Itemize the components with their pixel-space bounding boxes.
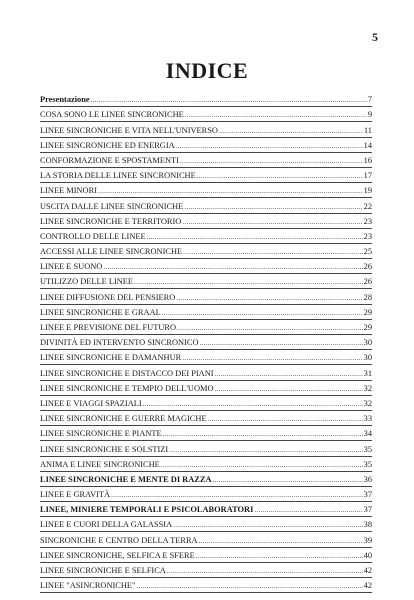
- toc-entry: [40, 349, 372, 364]
- dot-leader: [103, 262, 362, 272]
- toc-entry: [40, 288, 372, 303]
- toc-entry-title: UTILIZZO DELLE LINEE: [40, 277, 134, 287]
- toc-entry-title: CONFORMAZIONE E SPOSTAMENTI: [40, 155, 179, 165]
- toc-entry-page: 34: [363, 429, 372, 439]
- dot-leader: [219, 126, 363, 136]
- toc-entry-page: 19: [363, 186, 372, 196]
- toc-entry-title: LINEE SINCRONICHE E TERRITORIO: [40, 216, 182, 226]
- toc-entry-page: 38: [363, 520, 372, 530]
- dot-leader: [163, 429, 363, 439]
- toc-entry: [40, 516, 372, 531]
- toc-entry-page: 36: [363, 474, 372, 484]
- toc-entry-title: LINEE SINCRONICHE E GRAAL: [40, 307, 161, 317]
- toc-entry-title: LINEE SINCRONICHE ED ENERGIA: [40, 140, 175, 150]
- toc-entry-page: 22: [363, 201, 372, 211]
- toc-entry-title: LINEE DIFFUSIONE DEL PENSIERO: [40, 292, 176, 302]
- toc-entry: [40, 152, 372, 167]
- toc-entry: [40, 364, 372, 379]
- toc-entry-title: Presentazione: [40, 95, 90, 105]
- toc-entry: [40, 577, 372, 592]
- dot-leader: [182, 353, 362, 363]
- toc-entry-page: 35: [363, 444, 372, 454]
- toc-entry-page: 42: [363, 581, 372, 591]
- dot-leader: [176, 141, 363, 151]
- toc-entry-title: DIVINITÀ ED INTERVENTO SINCRONICO: [40, 338, 199, 348]
- dot-leader: [162, 308, 363, 318]
- toc-entry-page: 25: [363, 247, 372, 257]
- toc-entry: [40, 319, 372, 334]
- toc-entry-title: LINEE SINCRONICHE, SELFICA E SFERE: [40, 550, 195, 560]
- dot-leader: [169, 445, 362, 455]
- toc-entry: [40, 167, 372, 182]
- toc-entry-title: LINEE E CUORI DELLA GALASSIA: [40, 520, 173, 530]
- toc-entry-page: 26: [363, 277, 372, 287]
- dot-leader: [167, 566, 363, 576]
- dot-leader: [176, 293, 362, 303]
- toc-entry-title: LINEE E VIAGGI SPAZIALI: [40, 398, 142, 408]
- toc-entry-title: ANIMA E LINEE SINCRONICHE: [40, 459, 160, 469]
- dot-leader: [213, 475, 363, 485]
- toc-entry-title: LINEE SINCRONICHE E SOLSTIZI: [40, 444, 169, 454]
- toc-entry: [40, 106, 372, 121]
- toc-entry-page: 40: [363, 550, 372, 560]
- toc-entry-page: 23: [363, 231, 372, 241]
- dot-leader: [197, 171, 363, 181]
- toc-entry-page: 37: [363, 490, 372, 500]
- dot-leader: [199, 536, 363, 546]
- toc-entry-page: 32: [363, 383, 372, 393]
- toc-entry-title: ACCESSI ALLE LINEE SINCRONICHE: [40, 247, 183, 257]
- toc-entry-title: COSA SONO LE LINEE SINCRONICHE: [40, 110, 184, 120]
- toc-entry-title: LINEE, MINIERE TEMPORALI E PSICOLABORATORI: [40, 505, 254, 515]
- toc-entry: [40, 440, 372, 455]
- dot-leader: [143, 399, 363, 409]
- dot-leader: [177, 323, 363, 333]
- dot-leader: [184, 202, 362, 212]
- toc-entry-title: LINEE "ASINCRONICHE": [40, 581, 136, 591]
- toc-entry: [40, 137, 372, 152]
- dot-leader: [208, 414, 363, 424]
- dot-leader: [136, 581, 362, 591]
- toc-entry-title: USCITA DALLE LINEE SINCRONICHE: [40, 201, 184, 211]
- toc-entry: [40, 425, 372, 440]
- toc-entry-page: 28: [363, 292, 372, 302]
- dot-leader: [183, 247, 362, 257]
- toc-entry: [40, 228, 372, 243]
- toc-entry-page: 17: [363, 171, 372, 181]
- toc-entry-title: LINEE SINCRONICHE E MENTE DI RAZZA: [40, 474, 212, 484]
- toc-entry-page: 30: [363, 338, 372, 348]
- toc-entry-page: 9: [367, 110, 372, 120]
- toc-entry-page: 33: [363, 414, 372, 424]
- toc-entry-page: 29: [363, 323, 372, 332]
- toc-entry-page: 23: [363, 216, 372, 226]
- toc-entry: [40, 121, 372, 136]
- dot-leader: [215, 369, 363, 379]
- toc-entry-title: LINEE SINCRONICHE E PIANTE: [40, 429, 162, 439]
- toc-entry: [40, 91, 372, 106]
- toc-entry-title: LINEE SINCRONICHE E TEMPIO DELL'UOMO: [40, 383, 214, 393]
- index-title: INDICE: [165, 58, 249, 83]
- toc-entry-title: SINCRONICHE E CENTRO DELLA TERRA: [40, 535, 198, 545]
- dot-leader: [111, 490, 363, 500]
- toc-entry-page: 32: [363, 398, 372, 408]
- dot-leader: [254, 505, 362, 515]
- toc-entry: [40, 258, 372, 273]
- dot-leader: [91, 95, 367, 105]
- toc-entry: [40, 273, 372, 288]
- dot-leader: [182, 217, 362, 227]
- toc-entry: [40, 380, 372, 395]
- dot-leader: [215, 384, 363, 394]
- toc-entry: [40, 395, 372, 410]
- dot-leader: [161, 460, 363, 470]
- toc-entry: [40, 182, 372, 197]
- toc-entry-page: 39: [363, 535, 372, 545]
- toc-entry: [40, 486, 372, 501]
- dot-leader: [200, 338, 363, 348]
- toc-entry-page: 30: [363, 353, 372, 363]
- dot-leader: [180, 156, 363, 166]
- toc-entry-title: LINEE SINCRONICHE E VITA NELL'UNIVERSO: [40, 125, 218, 135]
- dot-leader: [185, 110, 367, 120]
- toc-entry-page: 16: [363, 155, 372, 165]
- toc-entry: [40, 501, 372, 516]
- toc-entry: [40, 334, 372, 349]
- toc-entry: [40, 243, 372, 258]
- toc-entry-page: 26: [363, 262, 372, 272]
- toc-entry: [40, 410, 372, 425]
- toc-entry-title: LINEE SINCRONICHE E DAMANHUR: [40, 353, 182, 363]
- toc-entry-page: 29: [363, 307, 372, 317]
- toc-entry-title: LINEE SINCRONICHE E DISTACCO DEI PIANI: [40, 368, 214, 378]
- toc-entry-title: LINEE MINORI: [40, 186, 97, 196]
- toc-entry: [40, 197, 372, 212]
- toc-entry-page: 37: [363, 505, 372, 515]
- toc-entry-title: LINEE SINCRONICHE E GUERRE MAGICHE: [40, 414, 207, 424]
- toc-entry: [40, 304, 372, 319]
- toc-entry-page: 14: [363, 140, 372, 150]
- toc-entry-title: LINEE E PREVISIONE DEL FUTURO: [40, 323, 177, 332]
- toc-entry: [40, 471, 372, 486]
- table-of-contents: [40, 91, 372, 593]
- toc-entry: [40, 531, 372, 546]
- toc-entry-page: 42: [363, 566, 372, 575]
- dot-leader: [134, 277, 363, 287]
- toc-entry-page: 35: [363, 459, 372, 469]
- toc-entry: [40, 213, 372, 228]
- toc-entry: [40, 547, 372, 562]
- page-number: 5: [372, 30, 378, 44]
- toc-entry-title: LINEE E SUONO: [40, 262, 103, 272]
- toc-entry: [40, 456, 372, 471]
- dot-leader: [147, 232, 363, 242]
- toc-entry-title: LINEE E GRAVITÀ: [40, 490, 111, 500]
- dot-leader: [98, 186, 363, 196]
- dot-leader: [196, 551, 363, 561]
- toc-entry: [40, 562, 372, 577]
- toc-entry-title: LA STORIA DELLE LINEE SINCRONICHE: [40, 171, 196, 181]
- toc-entry-title: LINEE SINCRONICHE E SELFICA: [40, 566, 166, 575]
- dot-leader: [173, 520, 362, 530]
- toc-entry-title: CONTROLLO DELLE LINEE: [40, 231, 146, 241]
- toc-entry-page: 11: [363, 125, 372, 135]
- toc-entry-page: 7: [367, 95, 372, 105]
- toc-entry-page: 31: [363, 368, 372, 378]
